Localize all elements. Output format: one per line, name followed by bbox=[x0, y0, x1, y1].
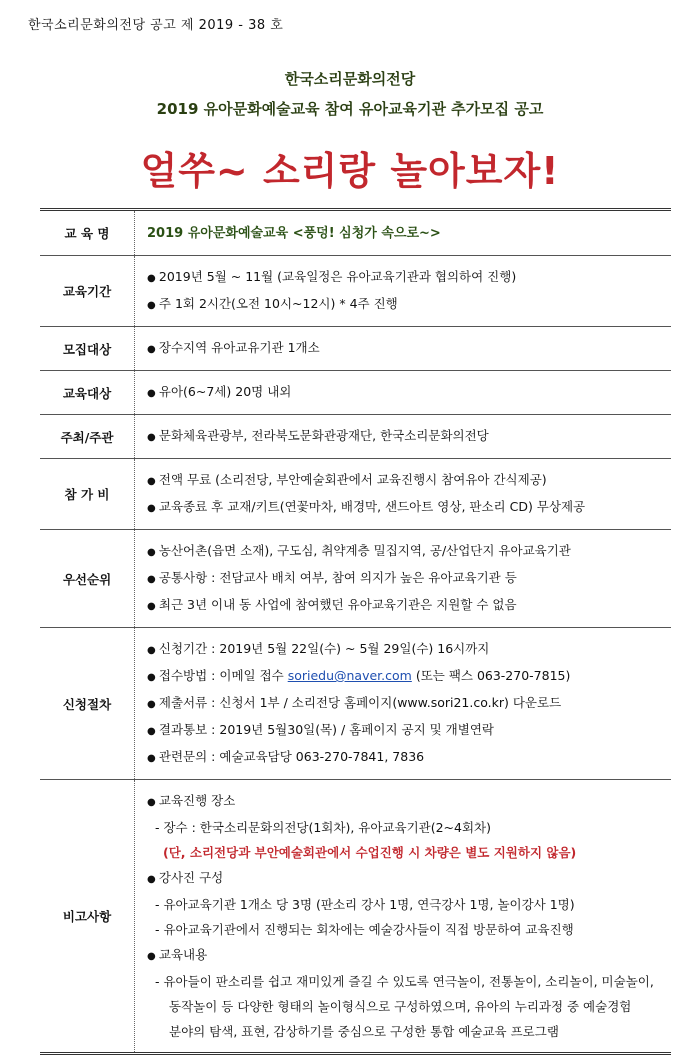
row-label: 참 가 비 bbox=[40, 459, 135, 530]
row-remarks bbox=[40, 780, 671, 1054]
row-content bbox=[135, 415, 672, 459]
row-priority bbox=[40, 530, 671, 628]
row-label: 우선순위 bbox=[40, 530, 135, 628]
remark-place-title: ● 교육진행 장소 bbox=[147, 788, 661, 815]
email-link[interactable]: soriedu@naver.com bbox=[287, 668, 412, 683]
row-label: 신청절차 bbox=[40, 628, 135, 780]
remark-instructor-2: - 유아교육기관에서 진행되는 회차에는 예술강사들이 직접 방문하여 교육진행 bbox=[155, 922, 574, 937]
list-item: ● 농산어촌(읍면 소재), 구도심, 취약계층 밀집지역, 공/산업단지 유아교육기관 bbox=[147, 538, 661, 565]
row-content bbox=[135, 780, 672, 1054]
row-content bbox=[135, 256, 672, 327]
list-item: ● 공통사항 : 전담교사 배치 여부, 참여 의지가 높은 유아교육기관 등 bbox=[147, 565, 661, 592]
remark-place-detail: - 장수 : 한국소리문화의전당(1회차), 유아교육기관(2~4회차) bbox=[155, 820, 492, 835]
method-suffix: (또는 팩스 063-270-7815) bbox=[411, 668, 571, 683]
row-content bbox=[135, 530, 672, 628]
list-item: ● 유아(6~7세) 20명 내외 bbox=[147, 379, 661, 406]
list-item: ● 2019년 5월 ~ 11월 (교육일정은 유아교육기관과 협의하여 진행) bbox=[147, 264, 661, 291]
row-recruit-target bbox=[40, 327, 671, 371]
row-label: 모집대상 bbox=[40, 327, 135, 371]
remark-instructor-1: - 유아교육기관 1개소 당 3명 (판소리 강사 1명, 연극강사 1명, 놀이강사 1명) bbox=[155, 897, 575, 912]
row-host bbox=[40, 415, 671, 459]
row-period bbox=[40, 256, 671, 327]
row-label: 비고사항 bbox=[40, 780, 135, 1054]
organization-name: 한국소리문화의전당 bbox=[284, 70, 416, 88]
remark-content-title: ● 교육내용 bbox=[147, 942, 661, 969]
application-documents: ● 제출서류 : 신청서 1부 / 소리전당 홈페이지(www.sori21.co.kr) 다운로드 bbox=[147, 690, 661, 717]
list-item: ● 주 1회 2시간(오전 10시~12시) * 4주 진행 bbox=[147, 291, 661, 318]
row-education-target bbox=[40, 371, 671, 415]
list-item: ● 문화체육관광부, 전라북도문화관광재단, 한국소리문화의전당 bbox=[147, 423, 661, 450]
application-period: ● 신청기간 : 2019년 5월 22일(수) ~ 5월 29일(수) 16시까지 bbox=[147, 636, 661, 663]
list-item: ● 교육종료 후 교재/키트(연꽃마차, 배경막, 샌드아트 영상, 판소리 CD) 무상제공 bbox=[147, 494, 661, 521]
application-method bbox=[147, 663, 661, 690]
document-number: 한국소리문화의전당 공고 제 2019 - 38 호 bbox=[28, 18, 284, 33]
row-label: 교육대상 bbox=[40, 371, 135, 415]
remark-content-1: - 유아들이 판소리를 쉽고 재미있게 즐길 수 있도록 연극놀이, 전통놀이, 소리놀이, 미술놀이, bbox=[155, 974, 654, 989]
row-content bbox=[135, 459, 672, 530]
notice-subtitle: 2019 유아문화예술교육 참여 유아교육기관 추가모집 공고 bbox=[156, 100, 544, 118]
list-item: ● 전액 무료 (소리전당, 부안예술회관에서 교육진행시 참여유아 간식제공) bbox=[147, 467, 661, 494]
remark-content-3: 분야의 탐색, 표현, 감상하기를 중심으로 구성한 통합 예술교육 프로그램 bbox=[169, 1024, 559, 1039]
row-label: 주최/주관 bbox=[40, 415, 135, 459]
row-application bbox=[40, 628, 671, 780]
row-content bbox=[135, 371, 672, 415]
program-name: 2019 유아문화예술교육 <풍덩! 심청가 속으로~> bbox=[135, 210, 672, 256]
row-content bbox=[135, 628, 672, 780]
remark-content-2: 동작놀이 등 다양한 형태의 놀이형식으로 구성하였으며, 유아의 누리과정 중 예술경험 bbox=[169, 999, 632, 1014]
remark-instructor-title: ● 강사진 구성 bbox=[147, 865, 661, 892]
notice-headline: 얼쑤~ 소리랑 놀아보자! bbox=[140, 149, 560, 193]
method-prefix: 접수방법 : 이메일 접수 bbox=[158, 668, 288, 683]
remark-place-warning: (단, 소리전당과 부안예술회관에서 수업진행 시 차량은 별도 지원하지 않음) bbox=[163, 845, 577, 860]
list-item: ● 최근 3년 이내 동 사업에 참여했던 유아교육기관은 지원할 수 없음 bbox=[147, 592, 661, 619]
row-fee bbox=[40, 459, 671, 530]
row-content bbox=[135, 327, 672, 371]
row-label: 교육기간 bbox=[40, 256, 135, 327]
application-contact: ● 관련문의 : 예술교육담당 063-270-7841, 7836 bbox=[147, 744, 661, 771]
application-result: ● 결과통보 : 2019년 5월30일(목) / 홈페이지 공지 및 개별연락 bbox=[147, 717, 661, 744]
list-item: ● 장수지역 유아교유기관 1개소 bbox=[147, 335, 661, 362]
row-program-name bbox=[40, 210, 671, 256]
notice-table bbox=[40, 208, 671, 1055]
row-label: 교 육 명 bbox=[40, 210, 135, 256]
